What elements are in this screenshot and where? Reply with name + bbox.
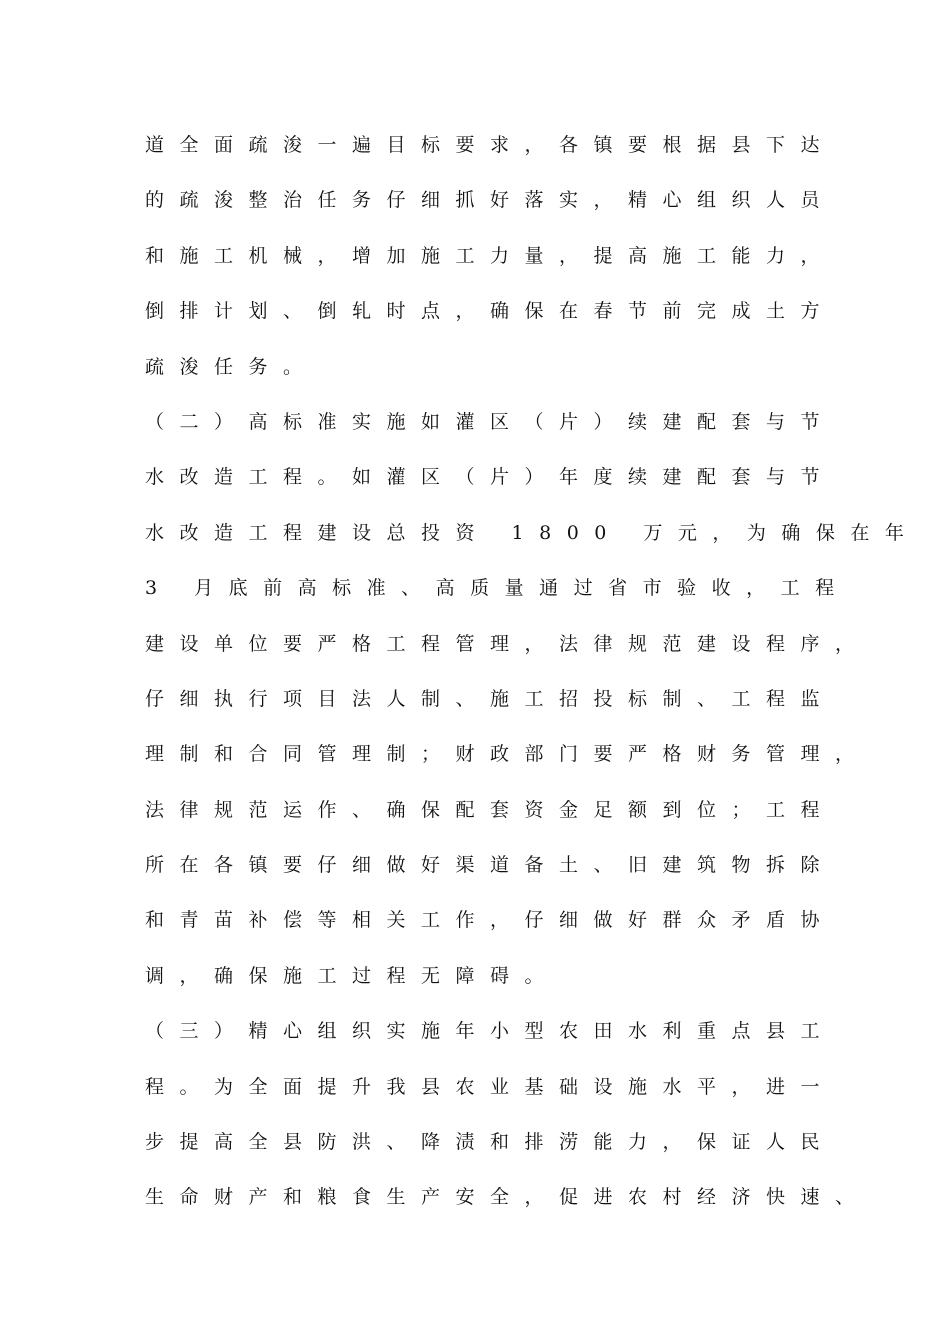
- text-line: 倒排计划、倒轧时点，确保在春节前完成土方: [145, 300, 836, 323]
- text-line: 仔细执行项目法人制、施工招投标制、工程监: [145, 687, 836, 710]
- text-line: 步提高全县防洪、降渍和排涝能力，保证人民: [145, 1131, 836, 1154]
- text-line: 水改造工程。如灌区（片）年度续建配套与节: [145, 466, 836, 489]
- text-line: 法律规范运作、确保配套资金足额到位；工程: [145, 798, 836, 821]
- text-line: （三）精心组织实施年小型农田水利重点县工: [145, 1020, 836, 1043]
- text-line: 程。为全面提升我县农业基础设施水平，进一: [145, 1075, 836, 1098]
- text-line: 所在各镇要仔细做好渠道备土、旧建筑物拆除: [145, 854, 836, 877]
- body-text: [145, 128, 920, 1236]
- text-line: 调，确保施工过程无障碍。: [145, 964, 560, 987]
- text-line: 和施工机械，增加施工力量，提高施工能力，: [145, 244, 836, 267]
- text-line: 的疏浚整治任务仔细抓好落实，精心组织人员: [145, 189, 836, 212]
- text-line: 理制和合同管理制；财政部门要严格财务管理，: [145, 743, 870, 766]
- text-line: （二）高标准实施如灌区（片）续建配套与节: [145, 410, 836, 433]
- text-line: 和青苗补偿等相关工作，仔细做好群众矛盾协: [145, 909, 836, 932]
- text-line: 生命财产和粮食生产安全，促进农村经济快速、: [145, 1186, 870, 1209]
- text-line: 3 月底前高标准、高质量通过省市验收，工程: [145, 577, 850, 600]
- text-line: 建设单位要严格工程管理，法律规范建设程序，: [145, 632, 870, 655]
- text-line: 道全面疏浚一遍目标要求，各镇要根据县下达: [145, 134, 836, 156]
- text-line: 疏浚任务。: [145, 355, 318, 378]
- text-line: 水改造工程建设总投资 1800 万元，为确保在年: [145, 521, 920, 544]
